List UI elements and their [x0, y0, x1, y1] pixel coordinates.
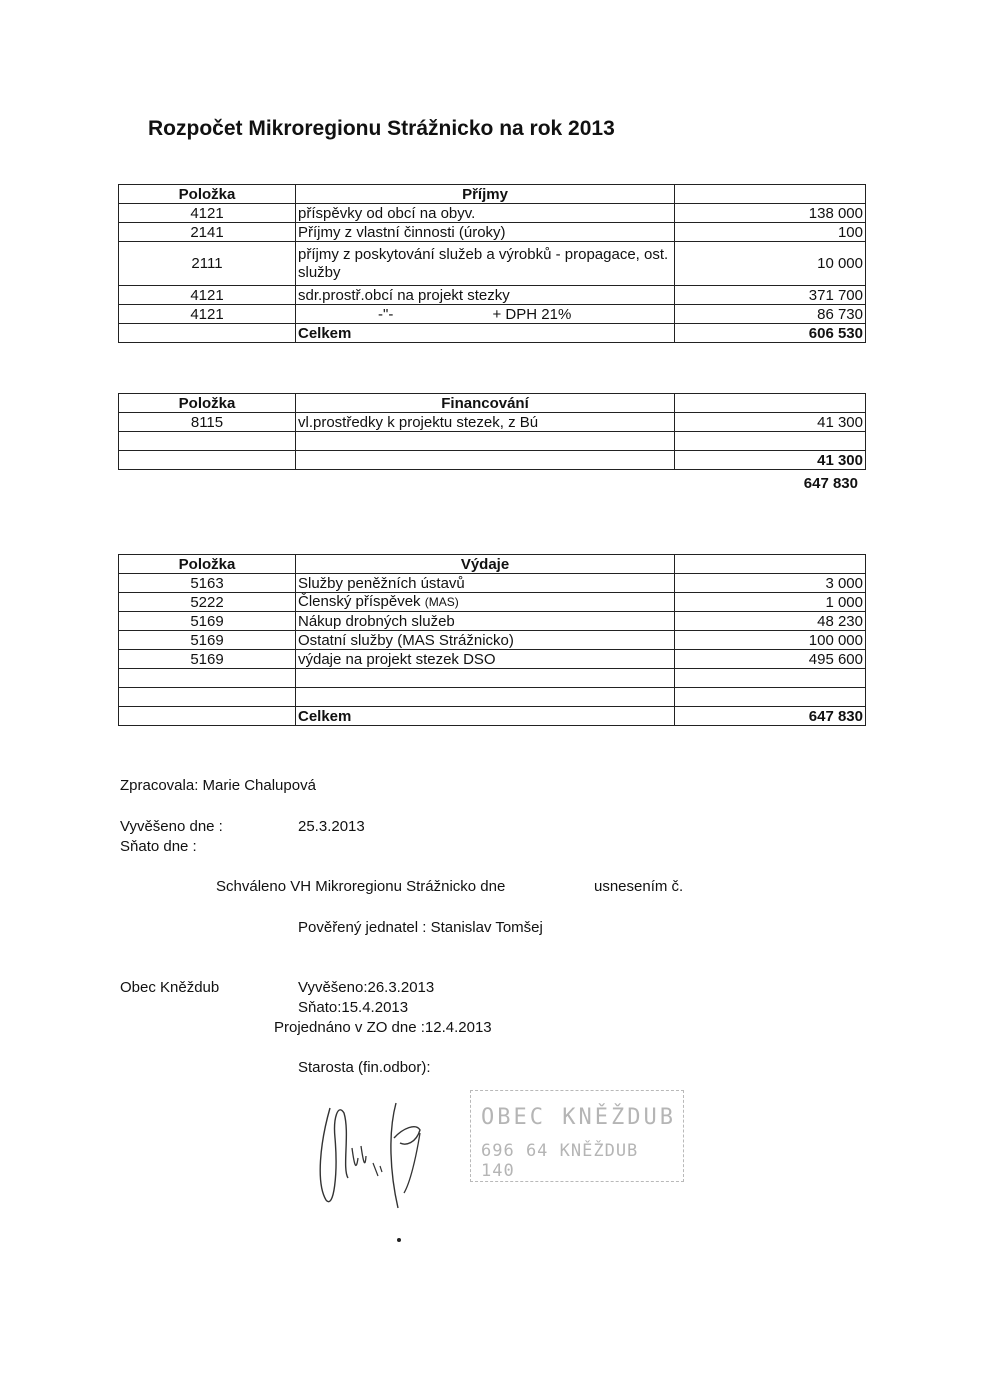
- item-amount: 1 000: [675, 593, 866, 612]
- item-text: Příjmy z vlastní činnosti (úroky): [296, 223, 675, 242]
- table-row: [119, 669, 866, 688]
- document-title: Rozpočet Mikroregionu Strážnicko na rok 2013: [148, 117, 615, 140]
- total-row: [119, 451, 866, 470]
- expense-table: [118, 554, 866, 726]
- table-row: [119, 286, 866, 305]
- signature: [308, 1088, 448, 1218]
- col-header-amount: [675, 555, 866, 574]
- item-code: 5222: [119, 593, 296, 612]
- income-table: [118, 184, 866, 343]
- item-amount: 371 700: [675, 286, 866, 305]
- municipality-removed: Sňato:15.4.2013: [298, 999, 409, 1016]
- table-header-row: [119, 185, 866, 204]
- item-code: 4121: [119, 286, 296, 305]
- total-label: Celkem: [296, 324, 675, 343]
- col-header-financing: Financování: [296, 394, 675, 413]
- item-amount: 41 300: [675, 413, 866, 432]
- table-row: [119, 223, 866, 242]
- posted-label: Vyvěšeno dne :: [120, 818, 223, 835]
- item-text: Členský příspěvek: [298, 593, 421, 610]
- table-row: [119, 204, 866, 223]
- table-row: [119, 432, 866, 451]
- col-header-income: Příjmy: [296, 185, 675, 204]
- col-header-item: Položka: [119, 394, 296, 413]
- item-text: [296, 305, 675, 324]
- item-text: Ostatní služby (MAS Strážnicko): [296, 631, 675, 650]
- table-row: [119, 688, 866, 707]
- item-text: sdr.prostř.obcí na projekt stezky: [296, 286, 675, 305]
- municipality-name: Obec Kněždub: [120, 979, 220, 996]
- item-amount: 138 000: [675, 204, 866, 223]
- item-code: 2141: [119, 223, 296, 242]
- table-header-row: [119, 394, 866, 413]
- table-row: [119, 650, 866, 669]
- total-amount: 41 300: [675, 451, 866, 470]
- item-amount: 100: [675, 223, 866, 242]
- total-amount: 606 530: [675, 324, 866, 343]
- item-amount: 86 730: [675, 305, 866, 324]
- item-code: 4121: [119, 204, 296, 223]
- table-header-row: [119, 555, 866, 574]
- posted-date: 25.3.2013: [298, 818, 365, 835]
- item-code: 8115: [119, 413, 296, 432]
- item-amount: 48 230: [675, 612, 866, 631]
- table-row: [119, 242, 866, 286]
- stamp-line-1: OBEC KNĚŽDUB: [481, 1105, 676, 1130]
- grand-total: 647 830: [803, 475, 858, 492]
- col-header-item: Položka: [119, 185, 296, 204]
- item-text: příspěvky od obcí na obyv.: [296, 204, 675, 223]
- financing-table: [118, 393, 866, 470]
- table-row: [119, 593, 866, 612]
- item-code: 5169: [119, 612, 296, 631]
- item-code: 5169: [119, 631, 296, 650]
- prepared-by: Zpracovala: Marie Chalupová: [120, 777, 316, 794]
- stamp-line-2: 696 64 KNĚŽDUB 140: [481, 1141, 639, 1181]
- municipality-posted: Vyvěšeno:26.3.2013: [298, 979, 435, 996]
- col-header-amount: [675, 394, 866, 413]
- item-text-note: (MAS): [424, 595, 459, 609]
- resolution-text: usnesením č.: [594, 878, 684, 895]
- ink-dot: [397, 1238, 401, 1242]
- total-amount: 647 830: [675, 707, 866, 726]
- table-row: [119, 413, 866, 432]
- item-code: 5163: [119, 574, 296, 593]
- col-header-amount: [675, 185, 866, 204]
- total-row: [119, 707, 866, 726]
- item-code: 4121: [119, 305, 296, 324]
- item-text: Služby peněžních ústavů: [296, 574, 675, 593]
- item-code: 5169: [119, 650, 296, 669]
- table-row: [119, 574, 866, 593]
- approval-text: Schváleno VH Mikroregionu Strážnicko dne: [216, 878, 506, 895]
- representative: Pověřený jednatel : Stanislav Tomšej: [298, 919, 543, 936]
- total-row: [119, 324, 866, 343]
- table-row: [119, 612, 866, 631]
- official-stamp: [470, 1090, 684, 1182]
- removed-label: Sňato dne :: [120, 838, 197, 855]
- col-header-expenses: Výdaje: [296, 555, 675, 574]
- item-text: výdaje na projekt stezek DSO: [296, 650, 675, 669]
- item-text: příjmy z poskytování služeb a výrobků - propagace, ost. služby: [296, 242, 675, 286]
- item-text-cell: [296, 593, 675, 612]
- item-amount: 3 000: [675, 574, 866, 593]
- table-row: [119, 305, 866, 324]
- item-code: 2111: [119, 242, 296, 286]
- item-text: Nákup drobných služeb: [296, 612, 675, 631]
- total-label: Celkem: [296, 707, 675, 726]
- vat-note: + DPH 21%: [492, 305, 572, 323]
- item-amount: 100 000: [675, 631, 866, 650]
- ditto-mark: -"-: [378, 305, 394, 323]
- mayor-label: Starosta (fin.odbor):: [298, 1059, 431, 1076]
- item-text: vl.prostředky k projektu stezek, z Bú: [296, 413, 675, 432]
- municipality-discussed: Projednáno v ZO dne :12.4.2013: [274, 1019, 492, 1036]
- item-amount: 10 000: [675, 242, 866, 286]
- col-header-item: Položka: [119, 555, 296, 574]
- item-amount: 495 600: [675, 650, 866, 669]
- table-row: [119, 631, 866, 650]
